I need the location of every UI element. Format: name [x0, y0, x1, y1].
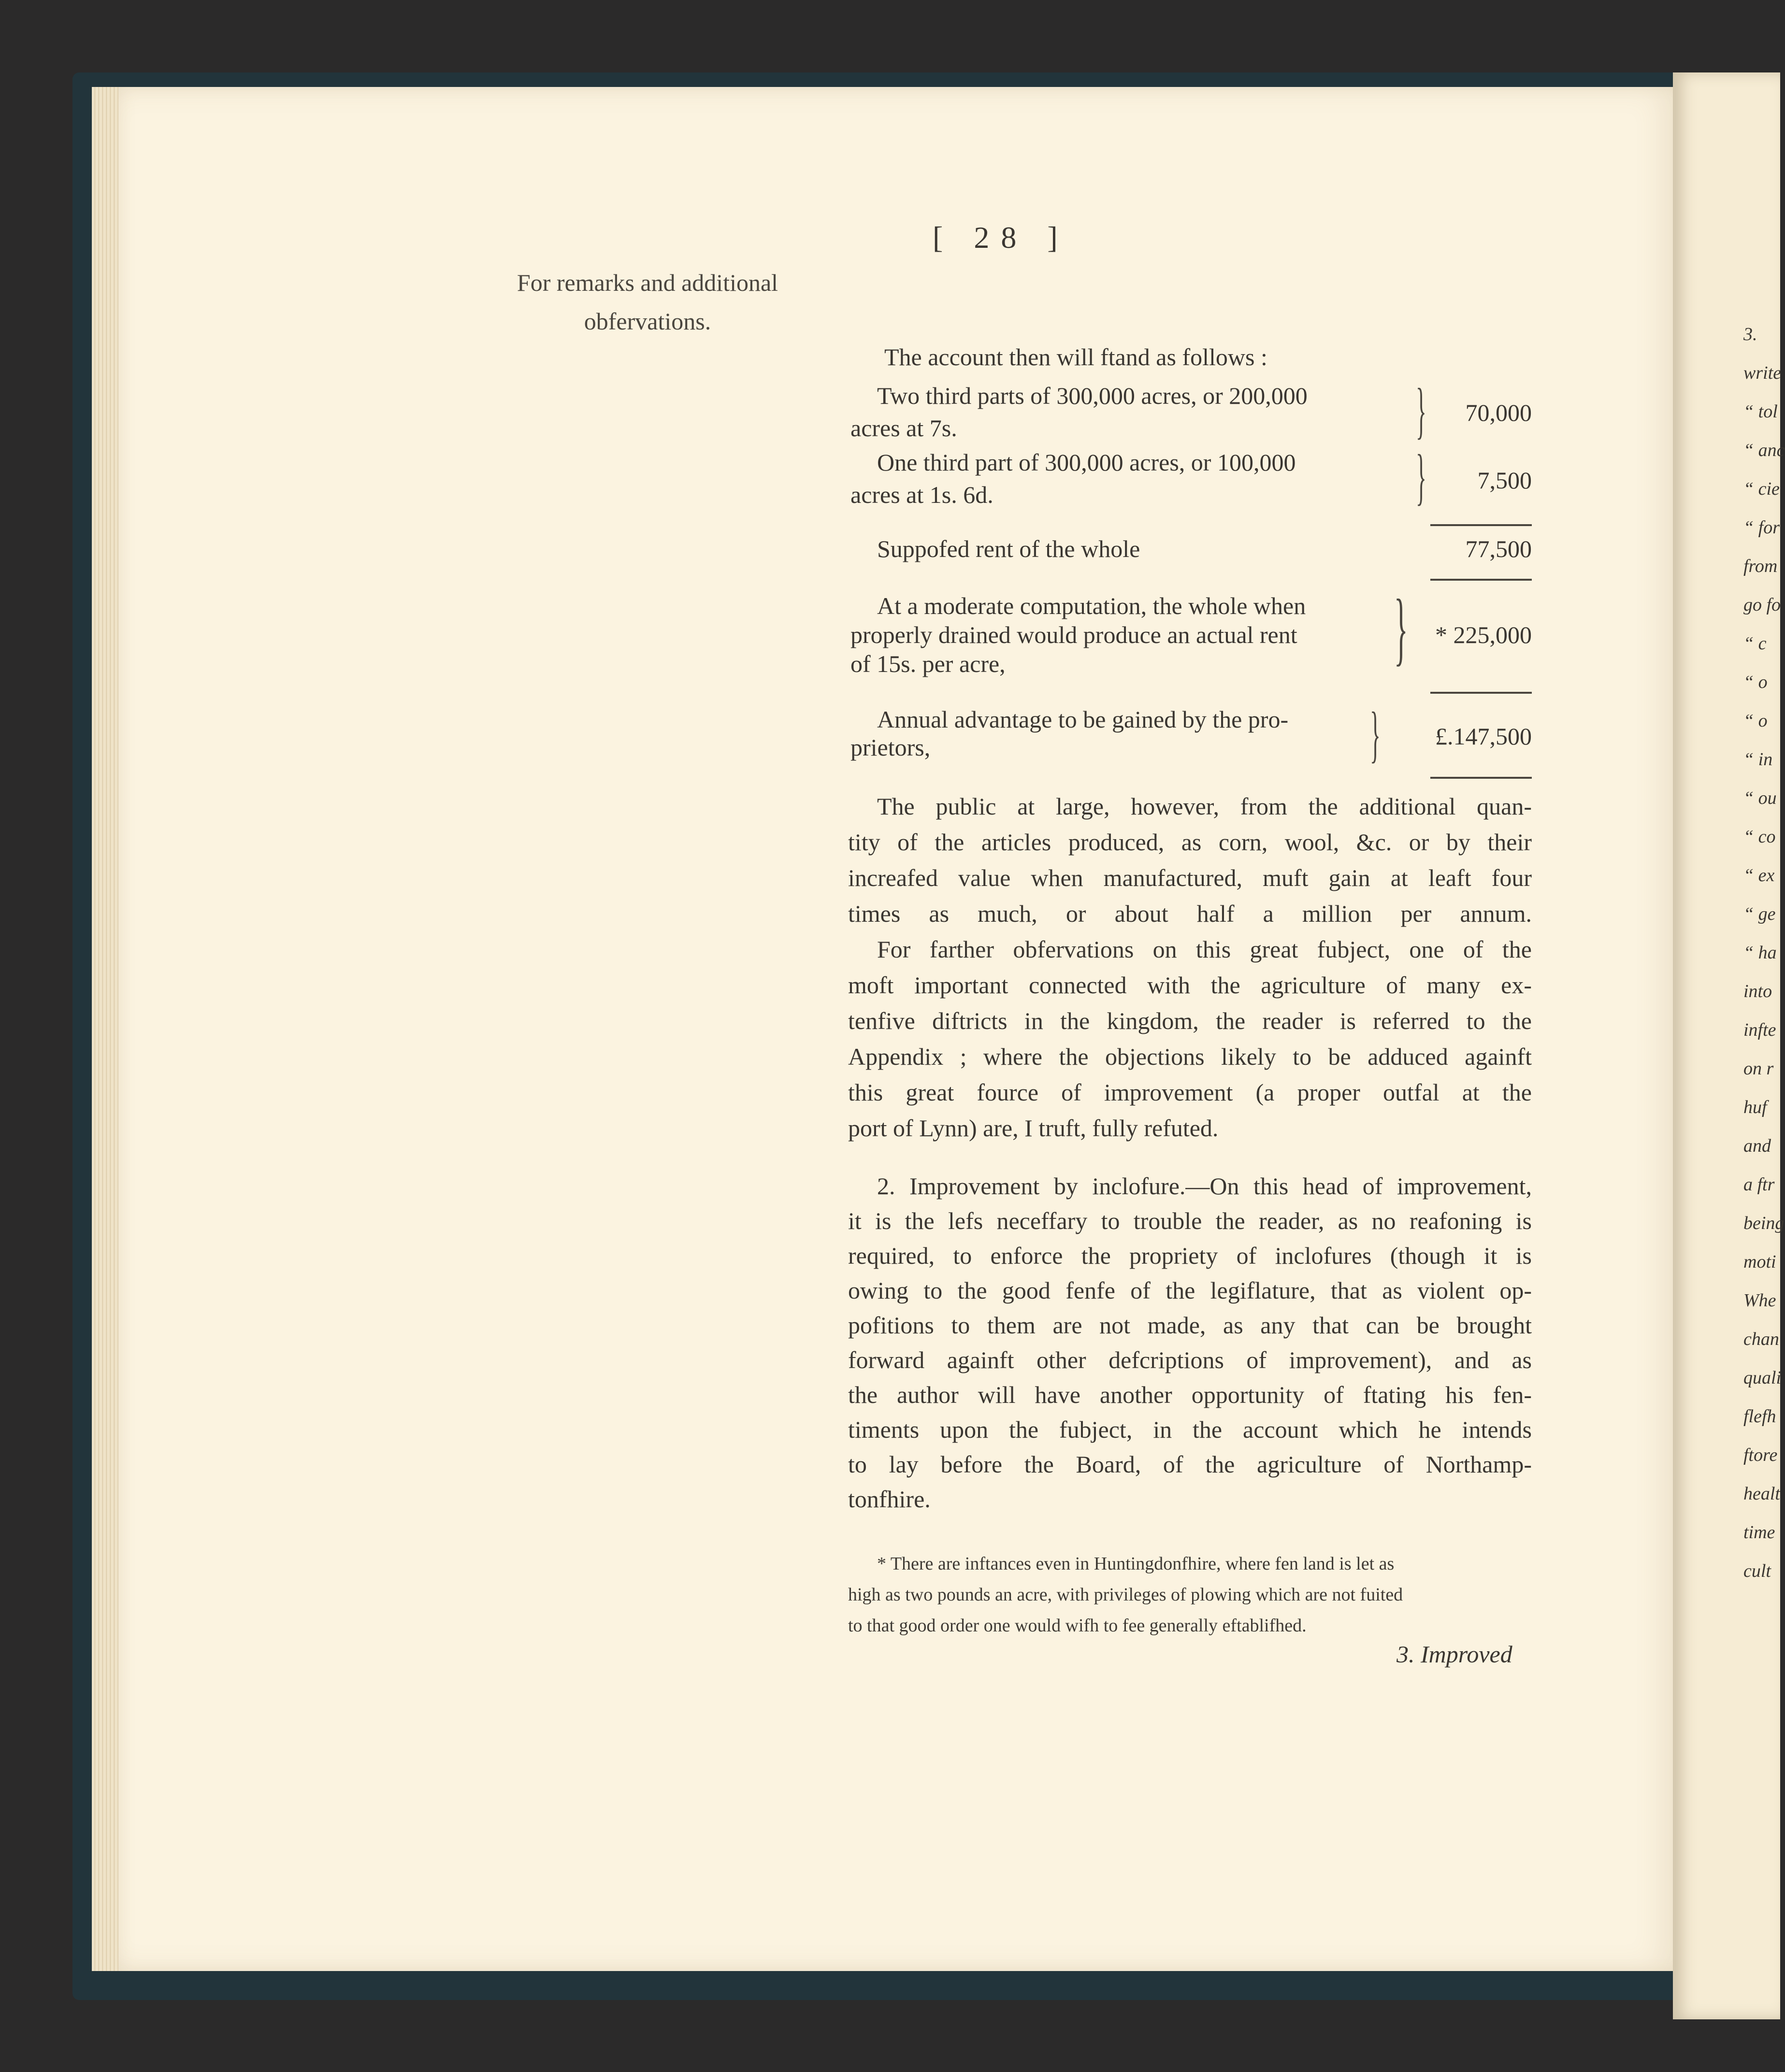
facing-page-fragment: “ in — [1743, 749, 1773, 770]
account-row4-line3: of 15s. per acre, — [850, 650, 1006, 677]
facing-page-fragment: “ co — [1743, 827, 1776, 847]
sum-rule — [1430, 692, 1532, 694]
paragraph-line: required, to enforce the propriety of inclofures (though it is — [848, 1242, 1532, 1269]
paragraph-line: tity of the articles produced, as corn, wool, &c. or by their — [848, 829, 1532, 856]
account-row5-line1: Annual advantage to be gained by the pro- — [877, 706, 1289, 733]
margin-note: For remarks and additional obfervations. — [517, 269, 778, 335]
brace: } — [1370, 700, 1381, 769]
facing-page-fragment: “ for — [1743, 517, 1780, 538]
footnote-line: high as two pounds an acre, with privileges of plowing which are not fuited — [848, 1585, 1403, 1605]
facing-page-fragment: “ ou — [1743, 788, 1777, 808]
catchword: 3. Improved — [1396, 1641, 1512, 1668]
facing-page-fragment: from — [1743, 556, 1778, 576]
account-row5-value: £.147,500 — [1435, 723, 1532, 750]
paragraph-line: increafed value when manufactured, muft gain at leaft four — [848, 864, 1532, 891]
paragraph-line: moft important connected with the agriculture of many ex- — [848, 972, 1532, 999]
account-row1-line2: acres at 7s. — [850, 414, 957, 442]
account-row3-value: 77,500 — [1465, 535, 1532, 562]
account-row2-line2: acres at 1s. 6d. — [850, 481, 993, 508]
footnote-line: to that good order one would wifh to fee generally eftablifhed. — [848, 1615, 1307, 1636]
facing-page-fragment: flefh — [1743, 1406, 1776, 1427]
brace: } — [1416, 442, 1426, 512]
facing-page-fragment: “ ha — [1743, 943, 1777, 963]
sum-rule — [1430, 777, 1532, 779]
brace: } — [1394, 583, 1408, 673]
facing-page-fragment: “ cie — [1743, 479, 1780, 499]
facing-page-fragment: write — [1743, 363, 1782, 383]
facing-page-fragment: “ tol — [1743, 401, 1778, 422]
account-row4-line2: properly drained would produce an actual rent — [850, 621, 1297, 648]
paragraph-line: tenfive diftricts in the kingdom, the reader is referred to the — [848, 1007, 1532, 1034]
account-row4-line1: At a moderate computation, the whole when — [877, 592, 1306, 619]
facing-page-fragment: “ c — [1743, 633, 1767, 654]
footnote-line: * There are inftances even in Huntingdonfhire, where fen land is let as — [877, 1554, 1395, 1574]
account-row1-line1: Two third parts of 300,000 acres, or 200,000 — [877, 382, 1308, 409]
account-row2-value: 7,500 — [1477, 467, 1532, 494]
facing-page-fragment: “ ex — [1743, 865, 1775, 886]
paragraph-line: The public at large, however, from the additional quan- — [877, 793, 1532, 820]
facing-page-fragment: time — [1743, 1522, 1775, 1543]
paragraph-line: times as much, or about half a million per annum. — [848, 900, 1532, 927]
facing-page-fragment: chan — [1743, 1329, 1779, 1349]
facing-page-fragment: into — [1743, 981, 1772, 1001]
account-row1-value: 70,000 — [1465, 399, 1532, 426]
paragraph-line: port of Lynn) are, I truft, fully refuted. — [848, 1115, 1219, 1142]
facing-page-fragment: moti — [1743, 1252, 1776, 1272]
account-row5-line2: prietors, — [850, 734, 931, 761]
account-intro: The account then will ftand as follows : — [884, 343, 1267, 371]
facing-page-fragment: “ o — [1743, 672, 1768, 692]
paragraph-line: to lay before the Board, of the agriculture of Northamp- — [848, 1451, 1532, 1478]
facing-page-fragment: a ftr — [1743, 1174, 1775, 1195]
facing-page-fragment: healt — [1743, 1484, 1780, 1504]
facing-page-fragment: cult — [1743, 1561, 1771, 1581]
facing-page-fragment: on r — [1743, 1058, 1774, 1079]
paragraph-line: the author will have another opportunity of ftating his fen- — [848, 1381, 1532, 1408]
paragraph-line: tonfhire. — [848, 1486, 931, 1513]
paragraph-line: forward againft other defcriptions of improvement), and as — [848, 1346, 1532, 1373]
account-row2-line1: One third part of 300,000 acres, or 100,000 — [877, 449, 1296, 476]
facing-page-fragment: huf — [1743, 1097, 1767, 1117]
paragraph-line: timents upon the fubject, in the account which he intends — [848, 1416, 1532, 1443]
account-row3-line1: Suppofed rent of the whole — [877, 535, 1140, 562]
paragraph-line: it is the lefs neceffary to trouble the reader, as no reafoning is — [848, 1207, 1532, 1234]
page-number: [ 28 ] — [933, 220, 1069, 255]
facing-page-fragment: quali — [1743, 1368, 1782, 1388]
brace: } — [1416, 376, 1426, 445]
facing-page-fragment: and — [1743, 1136, 1771, 1156]
paragraph-line: owing to the good fenfe of the legiflature, that as violent op- — [848, 1277, 1532, 1304]
facing-page-fragment: 3. — [1743, 324, 1757, 344]
paragraph-line: this great fource of improvement (a proper outfal at the — [848, 1079, 1532, 1106]
facing-page-fragment: “ o — [1743, 711, 1768, 731]
facing-page-fragment: “ anc — [1743, 440, 1785, 460]
facing-page-fragment: infte — [1743, 1020, 1776, 1040]
account-row4-value: * 225,000 — [1435, 621, 1532, 648]
paragraph-line: For farther obfervations on this great fubject, one of the — [877, 936, 1532, 963]
facing-page-fragment: go fo — [1743, 595, 1781, 615]
facing-page-fragment: “ ge — [1743, 904, 1776, 924]
sum-rule — [1430, 524, 1532, 526]
paragraph-line: 2. Improvement by inclofure.—On this head of improvement, — [877, 1172, 1532, 1200]
sum-rule — [1430, 579, 1532, 581]
facing-page-fragment: ftore — [1743, 1445, 1778, 1465]
facing-page-fragment: Whe — [1743, 1290, 1776, 1311]
facing-page-fragment: being — [1743, 1213, 1785, 1233]
paragraph-line: Appendix ; where the objections likely to be adduced againft — [848, 1043, 1532, 1070]
paragraph-line: pofitions to them are not made, as any that can be brought — [848, 1312, 1532, 1339]
